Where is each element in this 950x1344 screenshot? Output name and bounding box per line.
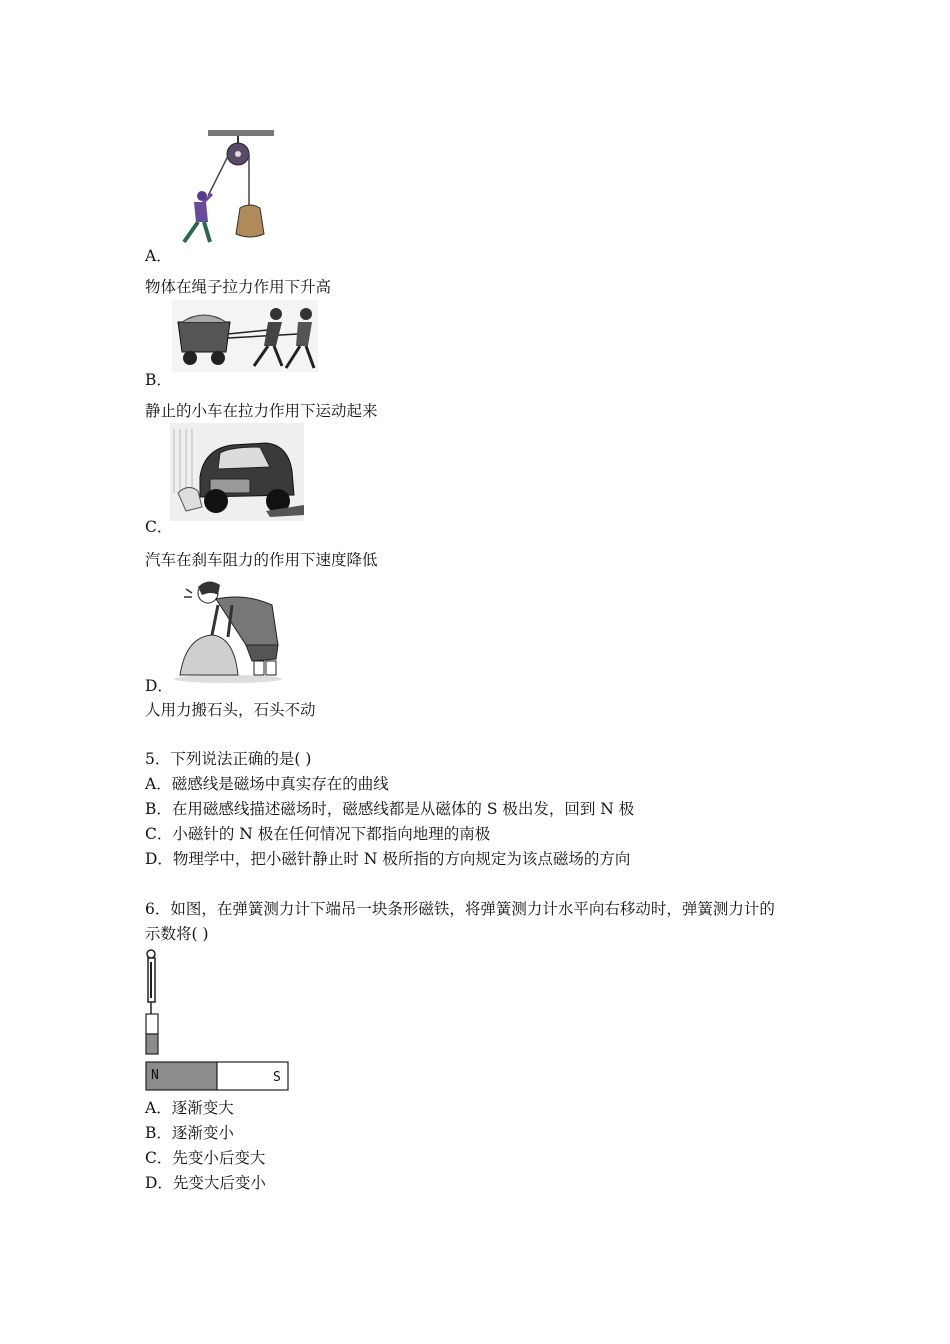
q6-option-a: A．逐渐变大 [145,1099,234,1117]
q5-option-b: B．在用磁感线描述磁场时，磁感线都是从磁体的 S 极出发，回到 N 极 [145,800,635,818]
q4-option-b-caption: 静止的小车在拉力作用下运动起来 [145,402,378,420]
pulley-lifting-sack-illustration [172,128,276,244]
q5-stem: 5．下列说法正确的是( ) [145,750,312,768]
q6-stem-line2: 示数将( ) [145,925,209,943]
bar-magnet-s-label: S [273,1070,281,1085]
q6-option-d: D．先变大后变小 [145,1174,266,1192]
q4-option-d-letter: D． [145,677,173,695]
q4-option-b-letter: B． [145,371,172,389]
q4-option-a-caption: 物体在绳子拉力作用下升高 [145,278,332,296]
q5-option-d: D．物理学中，把小磁针静止时 N 极所指的方向规定为该点磁场的方向 [145,850,631,868]
q4-option-c-caption: 汽车在刹车阻力的作用下速度降低 [145,551,378,569]
q6-stem-line1: 6．如图，在弹簧测力计下端吊一块条形磁铁，将弹簧测力计水平向右移动时，弹簧测力计的 [145,900,775,918]
bar-magnet-n-label: N [151,1068,159,1083]
car-braking-illustration [170,423,304,521]
q5-option-c: C．小磁针的 N 极在任何情况下都指向地理的南极 [145,825,491,843]
person-pushing-rock-illustration [172,575,284,683]
hanging-magnet-bottom [146,1034,158,1054]
people-pulling-cart-illustration [172,300,318,372]
q4-option-a-letter: A． [145,247,172,265]
spring-scale-magnet-figure [144,948,294,1094]
q4-option-d-caption: 人用力搬石头，石头不动 [145,701,316,719]
q4-option-c-letter: C． [145,518,173,536]
hanging-magnet-top [146,1014,158,1034]
q6-option-c: C．先变小后变大 [145,1149,266,1167]
q6-option-b: B．逐渐变小 [145,1124,234,1142]
q5-option-a: A．磁感线是磁场中真实存在的曲线 [145,775,389,793]
